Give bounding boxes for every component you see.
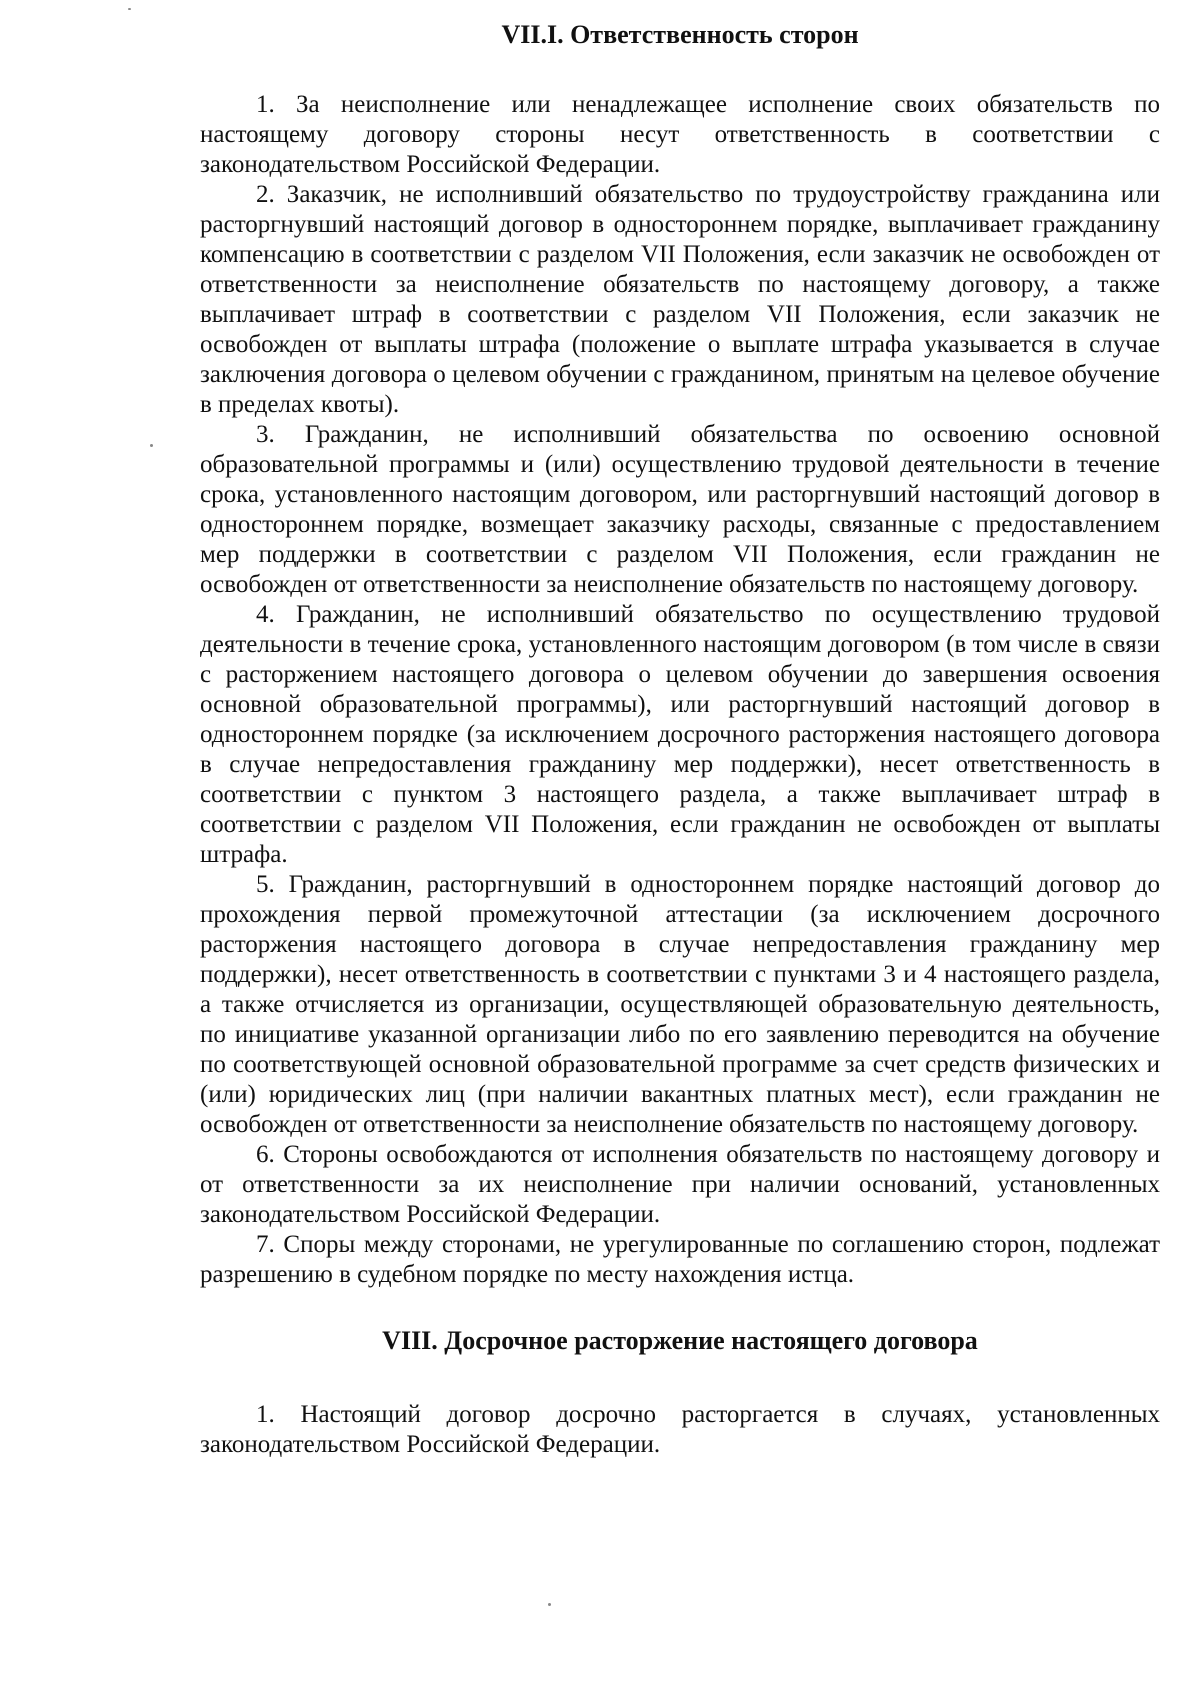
scan-speck	[150, 444, 153, 447]
section-7-clause-3: 3. Гражданин, не исполнивший обязательства по освоению основной образовательной программы и (или) осуществлению трудовой деятельности в течение срока, установленного настоящим договором, или расторгнувший настоящий договор в одностороннем порядке, возмещает заказчику расходы, связанные с предоставлением мер поддержки в соответствии с разделом VII Положения, если гражданин не освобожден от ответственности за неисполнение обязательств по настоящему договору.	[200, 421, 1160, 598]
scan-speck	[548, 1603, 551, 1606]
section-7-clause-2: 2. Заказчик, не исполнивший обязательство по трудоустройству гражданина или расторгнувший настоящий договор в одностороннем порядке, выплачивает гражданину компенсацию в соответствии с разделом VII Положения, если заказчик не освобожден от ответственности за неисполнение обязательств по настоящему договору, а также выплачивает штраф в соответствии с разделом VII Положения, если заказчик не освобожден от выплаты штрафа (положение о выплате штрафа указывается в случае заключения договора о целевом обучении с гражданином, принятым на целевое обучение в пределах квоты).	[200, 181, 1160, 418]
document-body	[200, 20, 1160, 1460]
section-7-title: VII.I. Ответственность сторон	[501, 20, 859, 49]
section-7-clause-4: 4. Гражданин, не исполнивший обязательство по осуществлению трудовой деятельности в течение срока, установленного настоящим договором (в том числе в связи с расторжением настоящего договора о целевом обучении до завершения освоения основной образовательной программы), или расторгнувший настоящий договор в одностороннем порядке (за исключением досрочного расторжения настоящего договора в случае непредоставления гражданину мер поддержки), несет ответственность в соответствии с пунктом 3 настоящего раздела, а также выплачивает штраф в соответствии с разделом VII Положения, если гражданин не освобожден от выплаты штрафа.	[200, 601, 1160, 868]
section-7-clause-5: 5. Гражданин, расторгнувший в одностороннем порядке настоящий договор до прохождения первой промежуточной аттестации (за исключением досрочного расторжения настоящего договора в случае непредоставления гражданину мер поддержки), несет ответственность в соответствии с пунктами 3 и 4 настоящего раздела, а также отчисляется из организации, осуществляющей образовательную деятельность, по инициативе указанной организации либо по его заявлению переводится на обучение по соответствующей основной образовательной программе за счет средств физических и (или) юридических лиц (при наличии вакантных платных мест), если гражданин не освобожден от ответственности за неисполнение обязательств по настоящему договору.	[200, 871, 1160, 1138]
section-8-title: VIII. Досрочное расторжение настоящего договора	[382, 1326, 978, 1355]
section-7-clause-1: 1. За неисполнение или ненадлежащее исполнение своих обязательств по настоящему договору стороны несут ответственность в соответствии с законодательством Российской Федерации.	[200, 91, 1160, 178]
section-7-clause-6: 6. Стороны освобождаются от исполнения обязательств по настоящему договору и от ответственности за их неисполнение при наличии оснований, установленных законодательством Российской Федерации.	[200, 1141, 1160, 1228]
section-8-clause-1: 1. Настоящий договор досрочно расторгается в случаях, установленных законодательством Российской Федерации.	[200, 1401, 1160, 1458]
scan-speck	[128, 8, 131, 10]
section-7-clause-7: 7. Споры между сторонами, не урегулированные по соглашению сторон, подлежат разрешению в судебном порядке по месту нахождения истца.	[200, 1231, 1160, 1288]
